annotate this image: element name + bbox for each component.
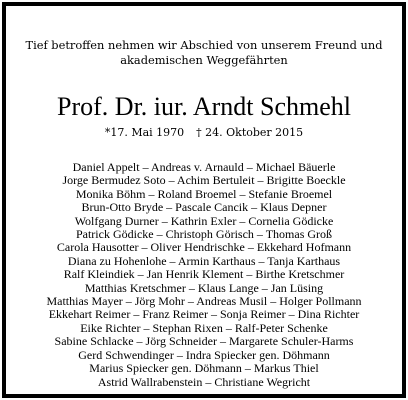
mourners-line: Jorge Bermudez Soto – Achim Bertuleit – Brigitte Boeckle	[62, 173, 346, 188]
death-date: † 24. Oktober 2015	[196, 126, 304, 139]
notice-content	[6, 6, 402, 394]
mourners-line: Wolfgang Durner – Kathrin Exler – Cornelia Gödicke	[74, 213, 334, 228]
deceased-name: Prof. Dr. iur. Arndt Schmehl	[57, 92, 351, 121]
mourners-line: Monika Böhm – Roland Broemel – Stefanie Broemel	[75, 186, 333, 201]
mourners-line: Matthias Mayer – Jörg Mohr – Andreas Musil – Holger Pollmann	[46, 294, 362, 309]
mourners-line: Diana zu Hohenlohe – Armin Karthaus – Tanja Karthaus	[67, 253, 341, 268]
mourners-line: Marius Spiecker gen. Döhmann – Markus Thiel	[89, 361, 319, 376]
mourners-line: Ekkehart Reimer – Franz Reimer – Sonja Reimer – Dina Richter	[48, 307, 360, 322]
mourners-line: Gerd Schwendinger – Indra Spiecker gen. Döhmann	[78, 347, 330, 362]
intro-text	[6, 38, 402, 68]
mourners-line: Daniel Appelt – Andreas v. Arnauld – Michael Bäuerle	[72, 160, 336, 174]
mourners-line: Eike Richter – Stephan Rixen – Ralf-Peter Schenke	[80, 320, 328, 335]
intro-line-2: akademischen Weggefährten	[120, 53, 288, 67]
mourners-line: Sabine Schlacke – Jörg Schneider – Margarete Schuler-Harms	[54, 334, 354, 349]
mourners-list	[6, 161, 402, 389]
mourners-line: Brun-Otto Bryde – Pascale Cancik – Klaus Depner	[81, 200, 327, 215]
mourners-line: Carola Hausotter – Oliver Hendrischke – Ekkehard Hofmann	[56, 240, 352, 255]
mourners-line: Patrick Gödicke – Christoph Görisch – Thomas Groß	[75, 227, 333, 242]
intro-line-1: Tief betroffen nehmen wir Abschied von unserem Freund und	[25, 38, 383, 52]
obituary-notice	[2, 2, 406, 398]
mourners-line: Ralf Kleindiek – Jan Henrik Klement – Birthe Kretschmer	[63, 267, 345, 282]
life-dates	[6, 126, 402, 140]
mourners-line: Astrid Wallrabenstein – Christiane Wegricht	[97, 374, 311, 389]
birth-date: *17. Mai 1970	[104, 126, 185, 139]
mourners-line: Matthias Kretschmer – Klaus Lange – Jan Lüsing	[84, 280, 324, 295]
